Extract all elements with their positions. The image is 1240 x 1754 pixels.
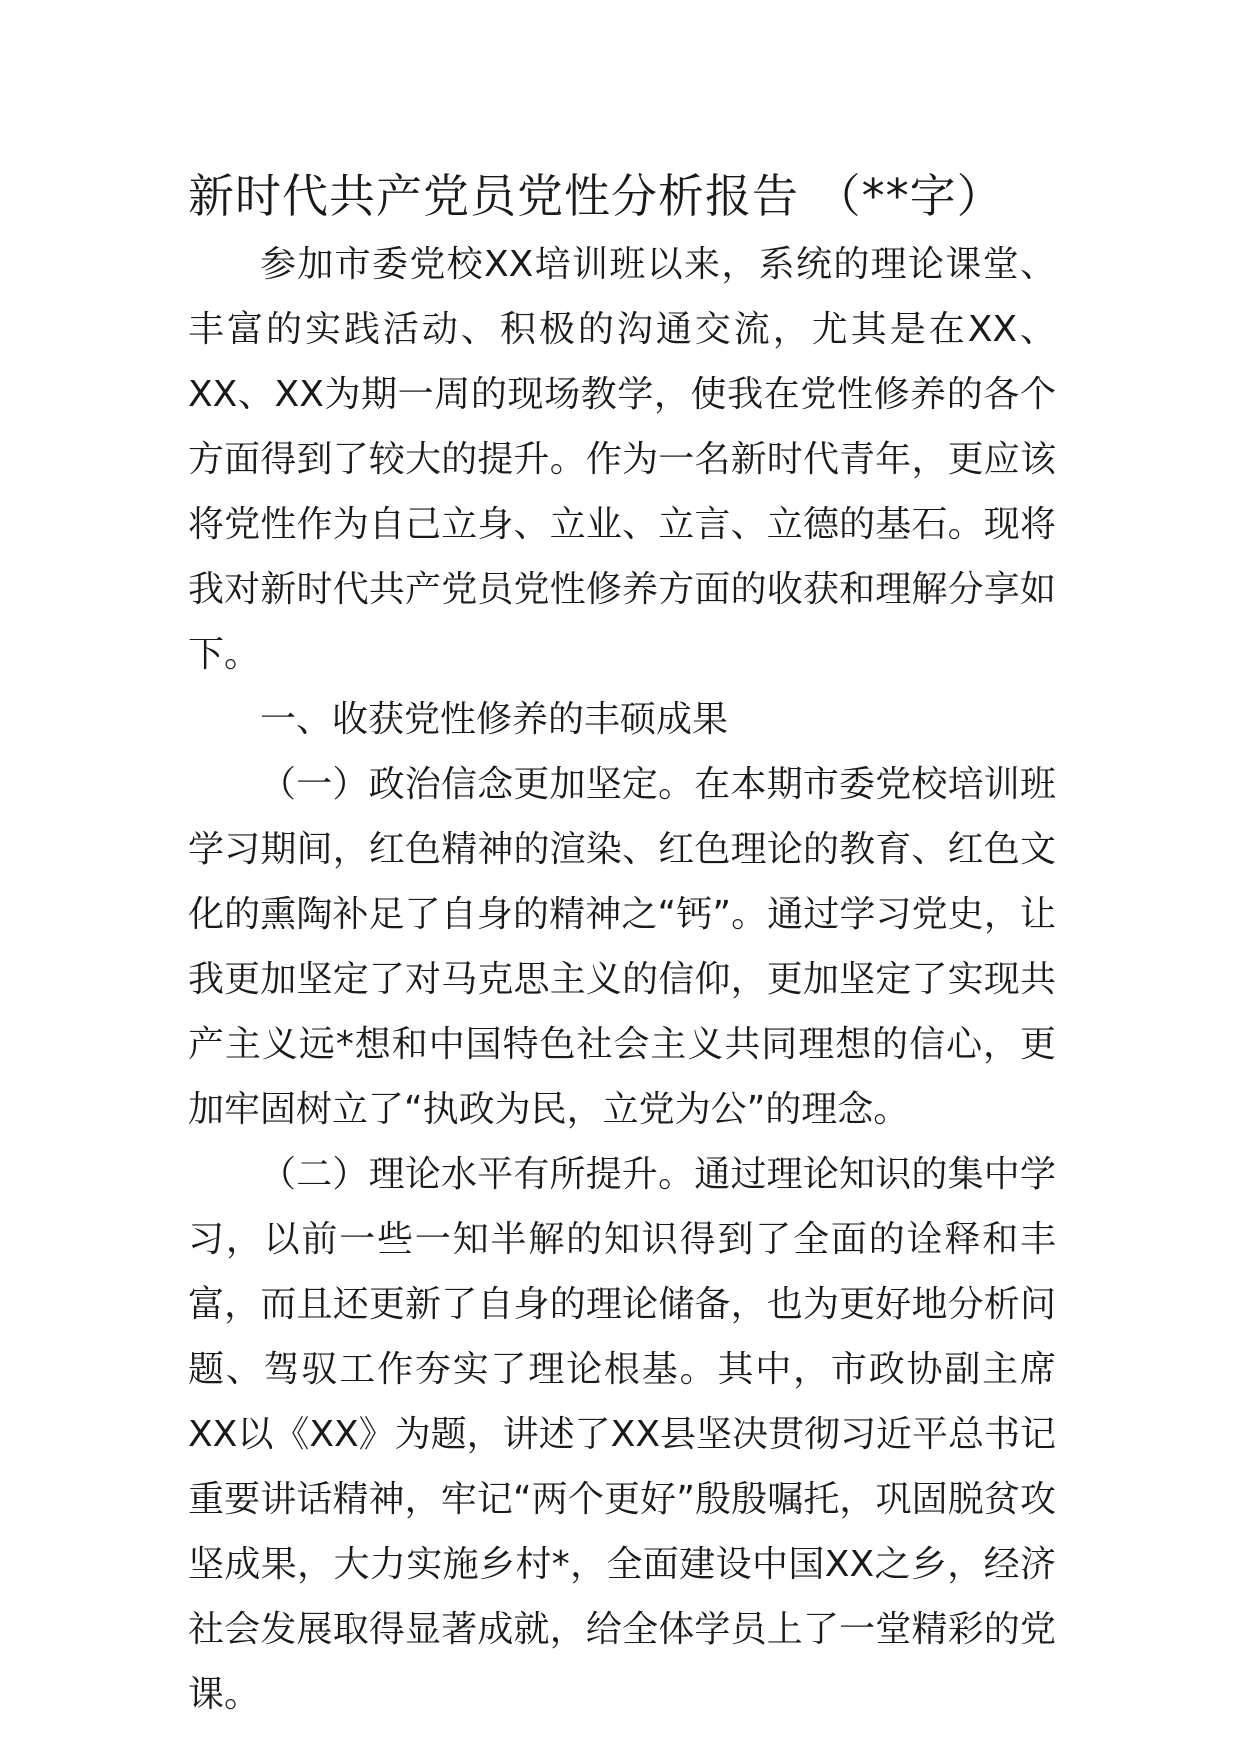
paragraph-theory-level: （二）理论水平有所提升。通过理论知识的集中学习，以前一些一知半解的知识得到了全面的诠释和丰富，而且还更新了自身的理论储备，也为更好地分析问题、驾驭工作夯实了理论根基。其中，市政协副主席XX以《XX》为题，讲述了XX县坚决贯彻习近平总书记重要讲话精神，牢记“两个更好”殷殷嘱托，巩固脱贫攻坚成果，大力实施乡村*，全面建设中国XX之乡，经济社会发展取得显著成就，给全体学员上了一堂精彩的党课。 xyxy=(188,1154,1056,1715)
section-heading-1: 一、收获党性修养的丰硕成果 xyxy=(260,699,729,740)
document-page xyxy=(188,160,1056,1727)
document-title: 新时代共产党员党性分析报告 （**字） xyxy=(188,169,1004,223)
paragraph-political-belief: （一）政治信念更加坚定。在本期市委党校培训班学习期间，红色精神的渲染、红色理论的教育、红色文化的熏陶补足了自身的精神之“钙”。通过学习党史，让我更加坚定了对马克思主义的信仰，更加坚定了实现共产主义远*想和中国特色社会主义共同理想的信心，更加牢固树立了“执政为民，立党为公”的理念。 xyxy=(188,764,1056,1130)
intro-paragraph: 参加市委党校XX培训班以来，系统的理论课堂、丰富的实践活动、积极的沟通交流，尤其是在XX、XX、XX为期一周的现场教学，使我在党性修养的各个方面得到了较大的提升。作为一名新时代青年，更应该将党性作为自己立身、立业、立言、立德的基石。现将我对新时代共产党员党性修养方面的收获和理解分享如下。 xyxy=(188,244,1056,675)
